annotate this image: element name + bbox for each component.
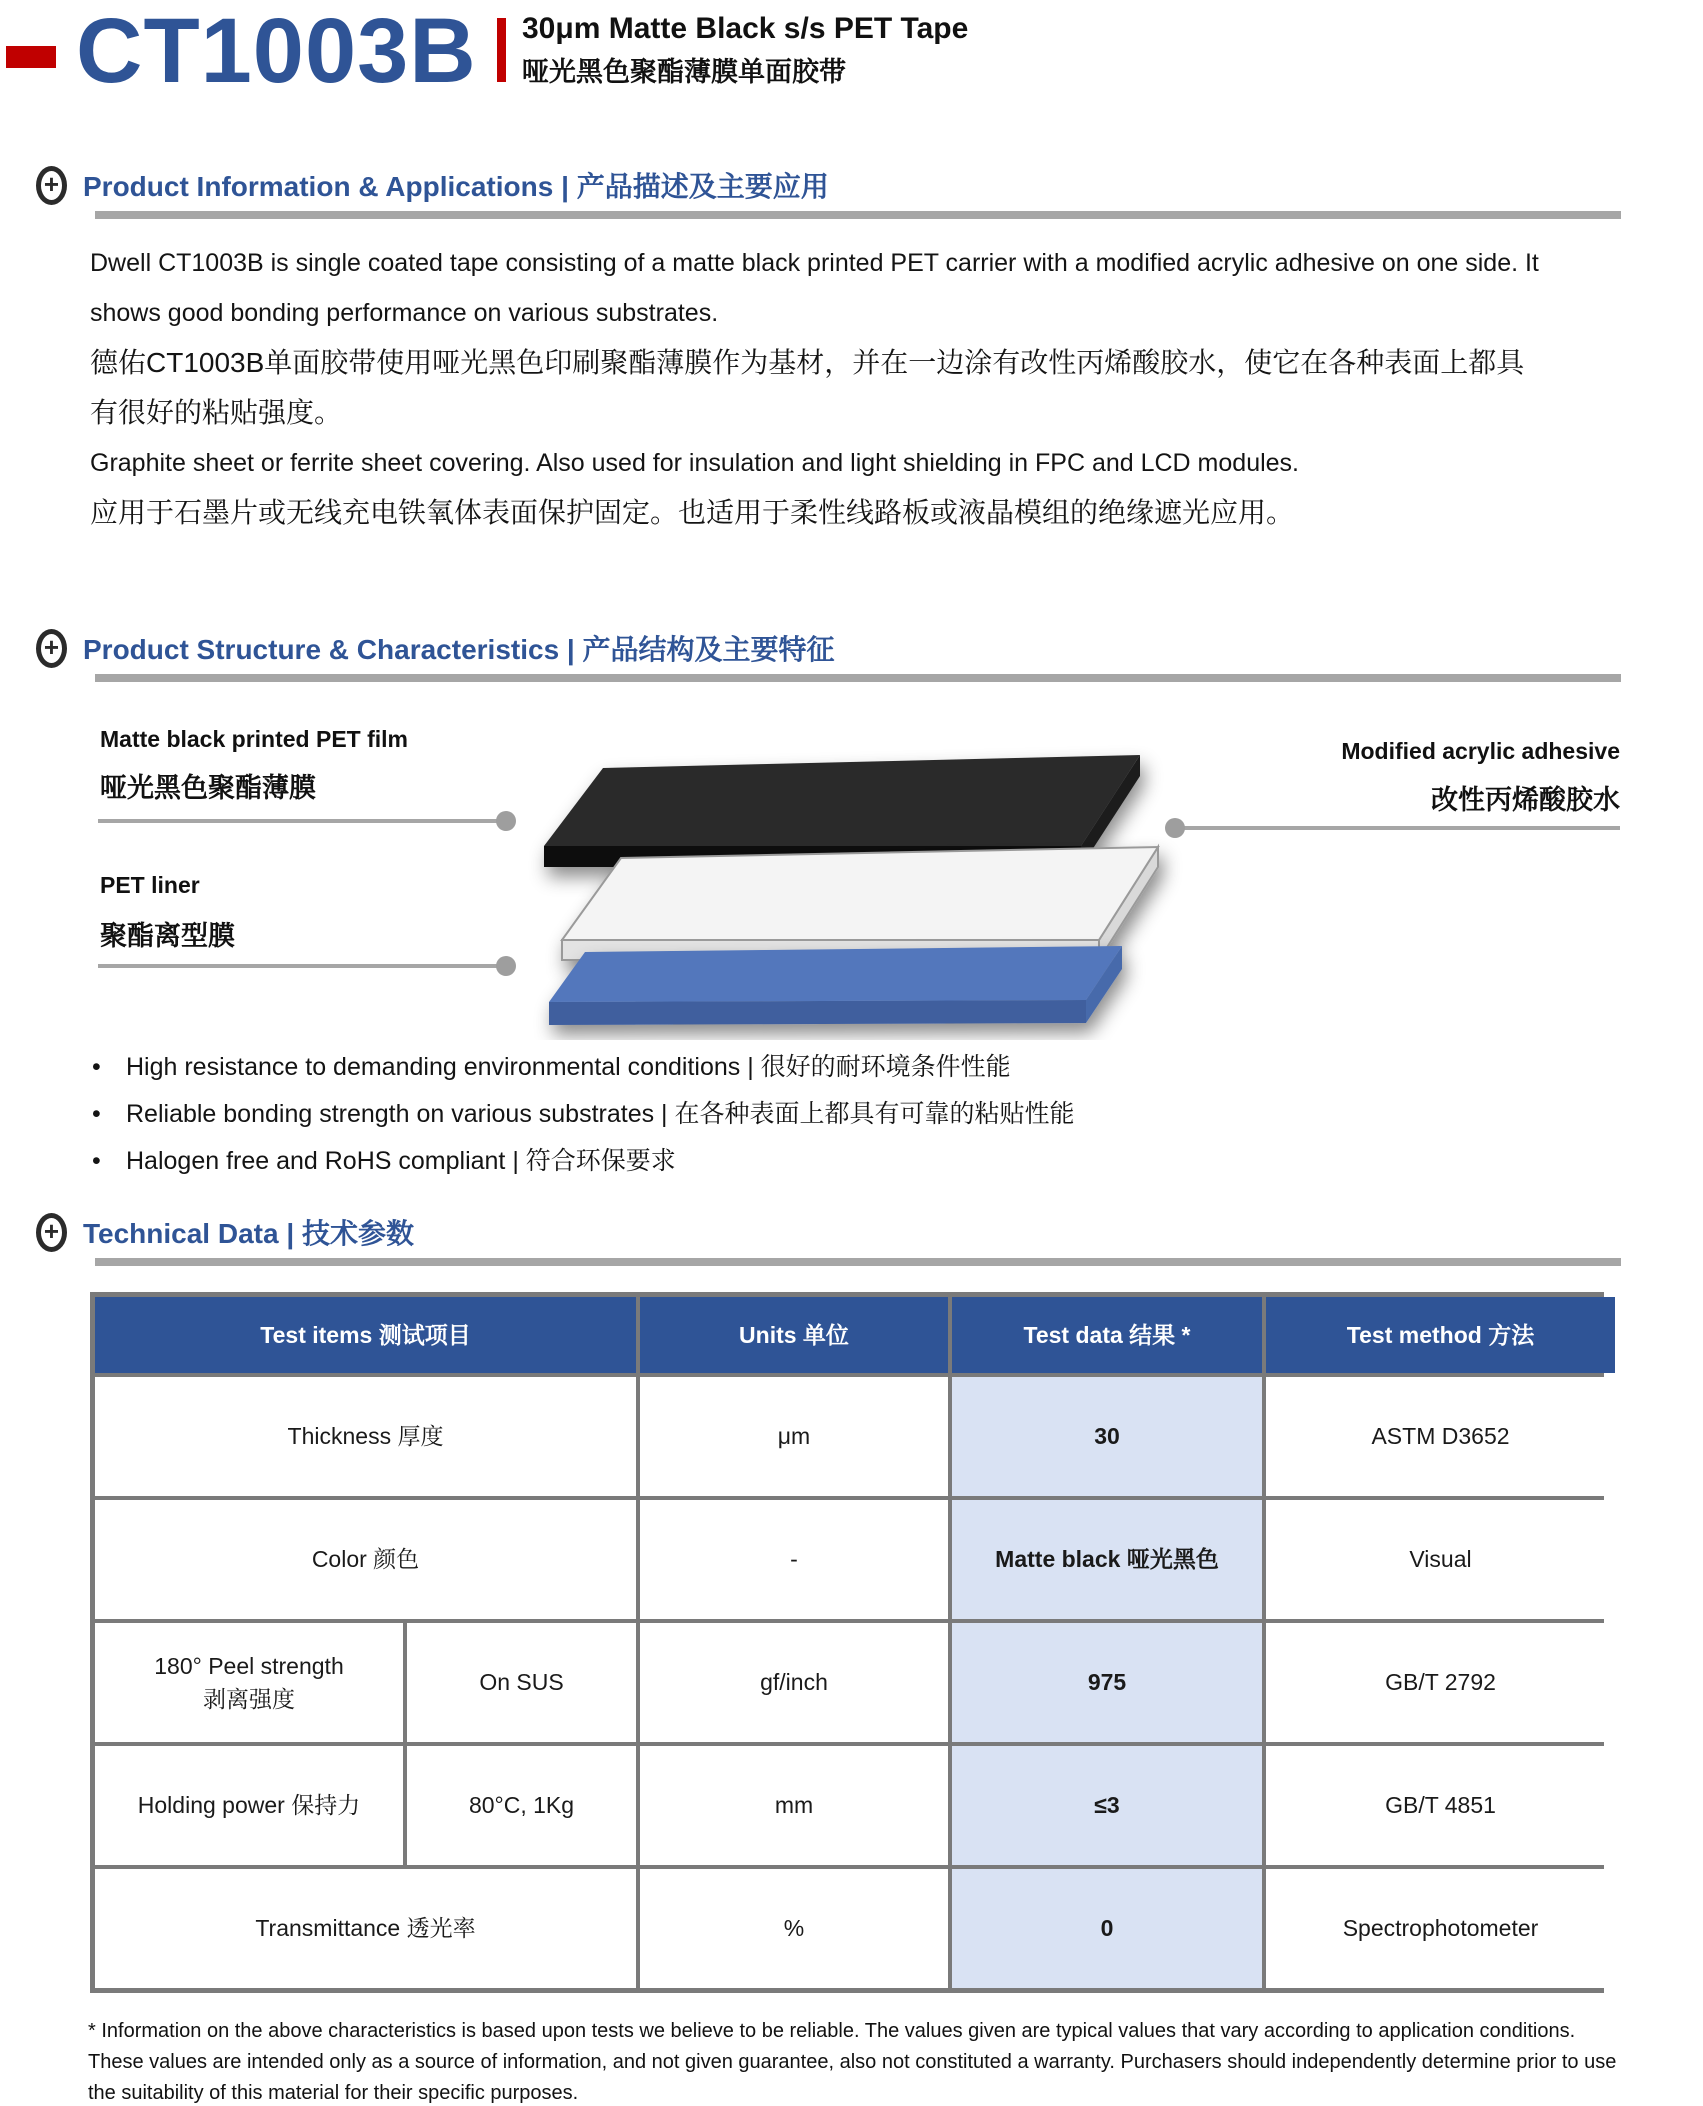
- paragraph-application-zh: 应用于石墨片或无线充电铁氧体表面保护固定。也适用于柔性线路板或液晶模组的绝缘遮光应用。: [90, 497, 1295, 528]
- section-heading-structure: [36, 628, 1626, 682]
- section-underline: [95, 674, 1621, 682]
- cell-method: GB/T 4851: [1266, 1746, 1615, 1865]
- feature-list: [92, 1052, 1572, 1193]
- connector-line-liner: [98, 964, 506, 968]
- plus-circle-icon: +: [36, 166, 67, 205]
- section-title-structure: Product Structure & Characteristics | 产品结构及主要特征: [83, 634, 835, 665]
- feature-item: [92, 1146, 1572, 1176]
- connector-dot-film: [496, 811, 516, 831]
- cell-test-data: ≤3: [952, 1746, 1262, 1865]
- label-film-zh: 哑光黑色聚酯薄膜: [100, 773, 316, 803]
- product-model: CT1003B: [76, 0, 477, 102]
- cell-test-data: 0: [952, 1869, 1262, 1988]
- section-underline: [95, 1258, 1621, 1266]
- feature-text: High resistance to demanding environmental conditions | 很好的耐环境条件性能: [126, 1053, 1011, 1081]
- cell-item-thickness: Thickness 厚度: [95, 1377, 636, 1496]
- product-info-paragraphs: [90, 238, 1605, 538]
- paragraph-application-en: Graphite sheet or ferrite sheet covering. Also used for insulation and light shielding in FPC and LCD modules.: [90, 449, 1299, 477]
- red-divider-bar: [497, 18, 506, 82]
- cell-method: GB/T 2792: [1266, 1623, 1615, 1742]
- layer-liner: [549, 946, 1122, 1025]
- cell-item-peel-strength: [95, 1623, 403, 1742]
- layer-adhesive: [562, 847, 1158, 960]
- feature-text: Reliable bonding strength on various substrates | 在各种表面上都具有可靠的粘贴性能: [126, 1100, 1075, 1128]
- connector-dot-liner: [496, 956, 516, 976]
- connector-line-adhesive: [1177, 826, 1620, 830]
- paragraph-description-zh: 德佑CT1003B单面胶带使用哑光黑色印刷聚酯薄膜作为基材，并在一边涂有改性丙烯酸胶水，使它在各种表面上都具有很好的粘贴强度。: [90, 347, 1525, 428]
- section-underline: [95, 211, 1621, 219]
- label-adhesive-en: Modified acrylic adhesive: [1341, 738, 1620, 764]
- label-liner-zh: 聚酯离型膜: [100, 921, 235, 951]
- plus-circle-icon: +: [36, 629, 67, 668]
- bullet-icon: •: [92, 1053, 101, 1081]
- section-title-technical: Technical Data | 技术参数: [83, 1218, 414, 1249]
- column-header-test-items: Test items 测试项目: [95, 1297, 636, 1373]
- section-heading-technical: [36, 1212, 1626, 1266]
- cell-condition: On SUS: [407, 1623, 636, 1742]
- feature-item: [92, 1099, 1572, 1129]
- label-film-en: Matte black printed PET film: [100, 726, 408, 752]
- bullet-icon: •: [92, 1100, 101, 1128]
- bullet-icon: •: [92, 1147, 101, 1175]
- connector-dot-adhesive: [1165, 818, 1185, 838]
- cell-condition: 80°C, 1Kg: [407, 1746, 636, 1865]
- column-header-test-method: Test method 方法: [1266, 1297, 1615, 1373]
- cell-test-data: 30: [952, 1377, 1262, 1496]
- column-header-test-data: Test data 结果 *: [952, 1297, 1262, 1373]
- cell-test-data: 975: [952, 1623, 1262, 1742]
- cell-unit: -: [640, 1500, 948, 1619]
- peel-strength-zh: 剥离强度: [203, 1685, 295, 1712]
- disclaimer-footnote: * Information on the above characteristics is based upon tests we believe to be reliable. The values given are typical values that vary according to application conditions. These values are intended only as a source of information, and not given guarantee, also not constituted a warranty. Purchasers should independently determine prior to use the suitability of this material for their specific purposes.: [88, 2020, 1617, 2104]
- column-header-units: Units 单位: [640, 1297, 948, 1373]
- cell-unit: μm: [640, 1377, 948, 1496]
- cell-unit: %: [640, 1869, 948, 1988]
- cell-method: ASTM D3652: [1266, 1377, 1615, 1496]
- feature-item: [92, 1052, 1572, 1082]
- technical-data-table: [90, 1292, 1604, 1993]
- cell-unit: gf/inch: [640, 1623, 948, 1742]
- section-title-info: Product Information & Applications | 产品描述及主要应用: [83, 171, 829, 202]
- brand-accent-dash: [6, 46, 56, 68]
- cell-item-transmittance: Transmittance 透光率: [95, 1869, 636, 1988]
- peel-strength-en: 180° Peel strength: [154, 1653, 344, 1680]
- connector-line-film: [98, 819, 506, 823]
- label-adhesive-zh: 改性丙烯酸胶水: [1431, 785, 1620, 815]
- section-heading-info: [36, 165, 1626, 219]
- label-liner-en: PET liner: [100, 872, 200, 898]
- paragraph-description-en: Dwell CT1003B is single coated tape consisting of a matte black printed PET carrier with a modified acrylic adhesive on one side. It shows good bonding performance on various substrates.: [90, 249, 1539, 327]
- cell-method: Spectrophotometer: [1266, 1869, 1615, 1988]
- cell-item-color: Color 颜色: [95, 1500, 636, 1619]
- feature-text: Halogen free and RoHS compliant | 符合环保要求: [126, 1147, 676, 1175]
- plus-circle-icon: +: [36, 1213, 67, 1252]
- tape-structure-diagram: [0, 700, 1703, 1040]
- product-title-zh: 哑光黑色聚酯薄膜单面胶带: [522, 57, 846, 87]
- cell-item-holding-power: Holding power 保持力: [95, 1746, 403, 1865]
- cell-test-data: Matte black 哑光黑色: [952, 1500, 1262, 1619]
- product-title-en: 30μm Matte Black s/s PET Tape: [522, 12, 969, 45]
- cell-unit: mm: [640, 1746, 948, 1865]
- cell-method: Visual: [1266, 1500, 1615, 1619]
